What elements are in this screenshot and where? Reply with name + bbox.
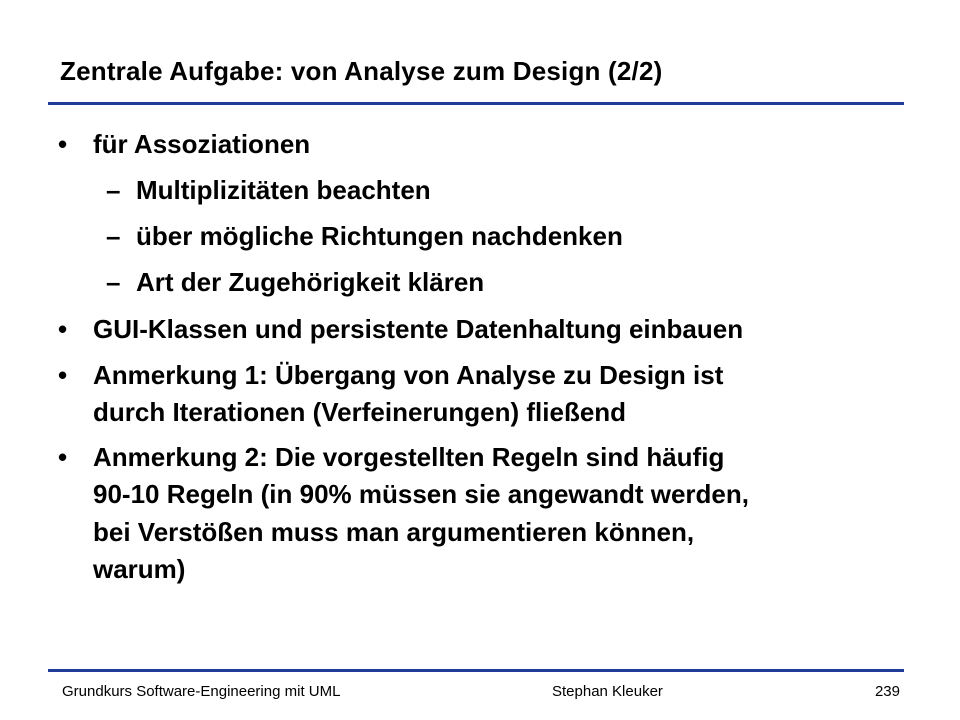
note-2-line-4: warum) (93, 554, 186, 584)
footer-course-title: Grundkurs Software-Engineering mit UML (62, 683, 341, 700)
bullet-symbol: • (58, 129, 68, 159)
footer-divider (48, 669, 904, 672)
note-1-line-1: Anmerkung 1: Übergang von Analyse zu Design ist (93, 360, 724, 390)
bullet-symbol: • (58, 442, 68, 472)
bullet-item-associations: für Assoziationen (93, 129, 311, 159)
sub-item-multiplicities: Multiplizitäten beachten (136, 175, 431, 205)
note-1-line-2: durch Iterationen (Verfeinerungen) fließend (93, 397, 627, 427)
note-2-line-1: Anmerkung 2: Die vorgestellten Regeln sind häufig (93, 442, 725, 472)
sub-item-directions: über mögliche Richtungen nachdenken (136, 221, 623, 251)
bullet-symbol: • (58, 314, 68, 344)
footer-page-number: 239 (874, 683, 900, 700)
note-2-line-3: bei Verstößen muss man argumentieren können, (93, 517, 695, 547)
sub-item-belonging: Art der Zugehörigkeit klären (136, 267, 485, 297)
dash-symbol: – (106, 267, 121, 297)
note-2-line-2: 90-10 Regeln (in 90% müssen sie angewandt werden, (93, 479, 749, 509)
dash-symbol: – (106, 175, 121, 205)
bullet-item-gui-classes: GUI-Klassen und persistente Datenhaltung einbauen (93, 314, 744, 344)
footer-author: Stephan Kleuker (552, 683, 663, 700)
slide-title: Zentrale Aufgabe: von Analyse zum Design (2/2) (60, 56, 663, 86)
dash-symbol: – (106, 221, 121, 251)
bullet-symbol: • (58, 360, 68, 390)
